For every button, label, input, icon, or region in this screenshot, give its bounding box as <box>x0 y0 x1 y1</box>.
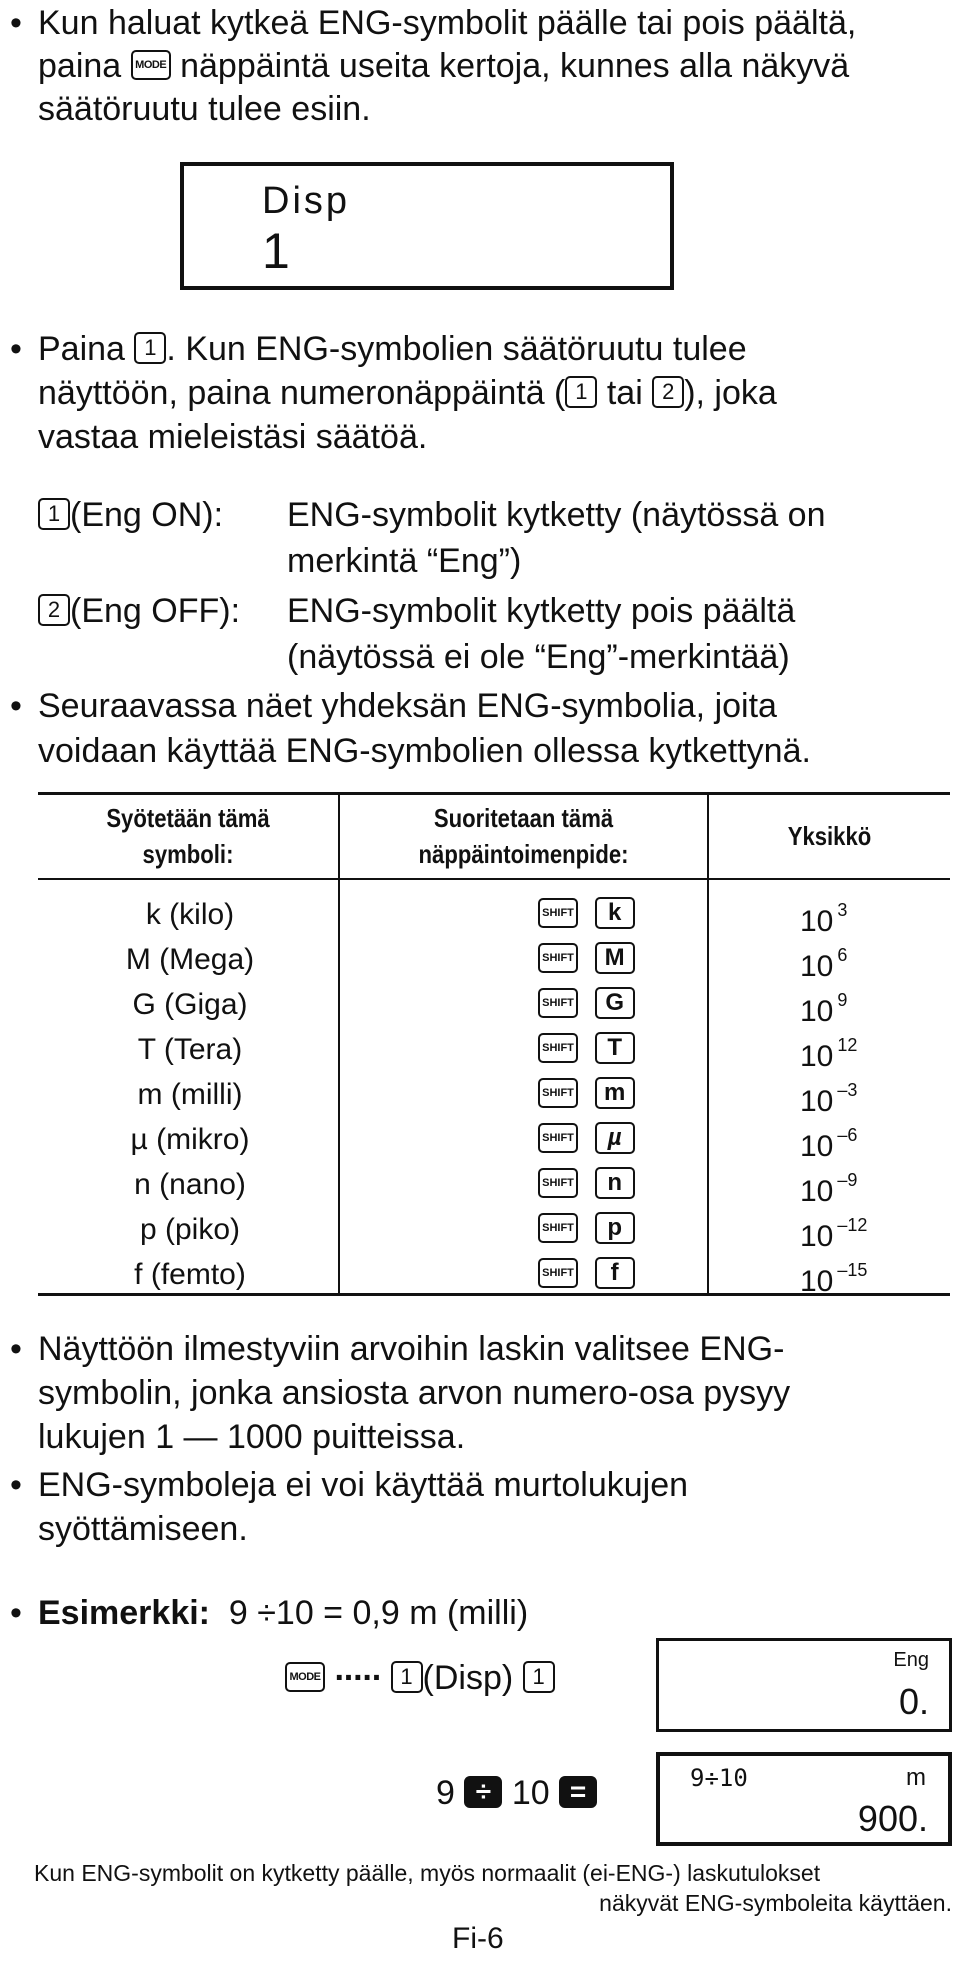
note2-line2: syöttämiseen. <box>38 1510 248 1548</box>
table-row <box>0 1162 960 1207</box>
example-heading <box>38 1590 528 1636</box>
table-row <box>0 982 960 1027</box>
shift-key: SHIFT <box>538 1168 578 1198</box>
intro-text: näppäintä useita kertoja, kunnes alla näkyvä <box>180 47 850 85</box>
example-label: Esimerkki: <box>38 1594 210 1632</box>
unit-base: 10 <box>800 1175 834 1208</box>
symbol-key: p <box>595 1212 635 1244</box>
note1-line2: symbolin, jonka ansiosta arvon numero-osa pysyy <box>38 1374 791 1412</box>
symbol-cell: n (nano) <box>134 1168 246 1201</box>
bullet-icon: • <box>10 1466 22 1504</box>
keys-cell <box>538 937 635 982</box>
repeat-dots: ····· <box>334 1659 382 1697</box>
symbol-key: M <box>595 942 635 974</box>
symbol-key: G <box>595 987 635 1019</box>
symbol-cell: f (femto) <box>134 1258 246 1291</box>
keys-cell <box>538 892 635 937</box>
bullet-icon: • <box>10 330 22 368</box>
key-2: 2 <box>652 376 684 408</box>
press-text: . Kun ENG-symbolien säätöruutu tulee <box>166 330 747 368</box>
keys-cell <box>538 1027 635 1072</box>
symbol-cell: µ (mikro) <box>130 1123 250 1156</box>
shift-key: SHIFT <box>538 943 578 973</box>
symbol-cell: T (Tera) <box>137 1033 243 1066</box>
nine-line2: voidaan käyttää ENG-symbolien ollessa kytkettynä. <box>38 732 811 770</box>
mode-key: MODE <box>285 1662 325 1692</box>
screen1-value: 0. <box>898 1681 929 1722</box>
keys-cell <box>538 1117 635 1162</box>
example-expr: 9 ÷10 = 0,9 m (milli) <box>228 1594 529 1632</box>
bullet-icon: • <box>10 687 22 725</box>
unit-cell <box>800 1252 867 1304</box>
keys-cell <box>538 1072 635 1117</box>
digit-9: 9 <box>436 1774 455 1812</box>
shift-key: SHIFT <box>538 1258 578 1288</box>
press-text: tai <box>606 374 643 412</box>
footer-line1: Kun ENG-symbolit on kytketty päälle, myös normaalit (ei-ENG-) laskutulokset <box>34 1860 821 1886</box>
table-row <box>0 1027 960 1072</box>
digit-10: 10 <box>511 1774 550 1812</box>
unit-base: 10 <box>800 1040 834 1073</box>
key-1: 1 <box>565 376 597 408</box>
intro-line1: Kun haluat kytkeä ENG-symbolit päälle tai pois päältä, <box>38 4 857 42</box>
key-1: 1 <box>523 1661 555 1693</box>
table-top-rule <box>38 792 950 795</box>
table-row <box>0 1072 960 1117</box>
header-keys <box>368 800 680 872</box>
table-row <box>0 937 960 982</box>
table-header-rule <box>38 878 950 880</box>
example-step2 <box>436 1770 597 1816</box>
unit-base: 10 <box>800 950 834 983</box>
key-1: 1 <box>391 1661 423 1693</box>
keys-cell <box>538 1207 635 1252</box>
disp-label: (Disp) <box>422 1659 514 1697</box>
screen2-expr: 9÷10 <box>690 1764 748 1792</box>
symbol-key: T <box>595 1032 635 1064</box>
disp-screen <box>180 162 674 290</box>
screen2-unit: m <box>906 1764 926 1791</box>
symbol-key: m <box>595 1077 635 1109</box>
bullet-icon: • <box>10 4 22 42</box>
header-text: Suoritetaan tämä <box>433 803 614 833</box>
example-step1 <box>285 1655 555 1701</box>
symbol-cell: p (piko) <box>139 1213 241 1246</box>
header-symbol <box>61 800 316 872</box>
nine-line1: Seuraavassa näet yhdeksän ENG-symbolia, joita <box>38 687 777 725</box>
unit-exp: –3 <box>837 1080 858 1100</box>
disp-value: 1 <box>262 223 290 279</box>
note2-line1: ENG-symboleja ei voi käyttää murtolukujen <box>38 1466 689 1504</box>
symbol-key: k <box>595 897 635 929</box>
unit-base: 10 <box>800 1085 834 1118</box>
intro-line3: säätöruutu tulee esiin. <box>38 90 371 128</box>
note1-line3: lukujen 1 — 1000 puitteissa. <box>38 1418 466 1456</box>
option-on <box>38 492 223 538</box>
option-off-desc2: (näytössä ei ole “Eng”-merkintää) <box>287 638 790 676</box>
unit-exp: 12 <box>837 1035 858 1055</box>
footer-line2: näkyvät ENG-symboleita käyttäen. <box>599 1890 952 1916</box>
table-row <box>0 1117 960 1162</box>
result-screen-1 <box>656 1638 952 1732</box>
option-off-desc1: ENG-symbolit kytketty pois päältä <box>287 592 796 630</box>
intro-line2 <box>38 43 849 89</box>
intro-text: paina <box>38 47 122 85</box>
equals-key: = <box>559 1776 597 1808</box>
header-unit: Yksikkö <box>787 821 872 851</box>
press-line1 <box>38 326 747 372</box>
table-row <box>0 1207 960 1252</box>
unit-exp: –9 <box>837 1170 858 1190</box>
symbol-key: f <box>595 1257 635 1289</box>
note1-line1: Näyttöön ilmestyviin arvoihin laskin valitsee ENG- <box>38 1330 785 1368</box>
press-text: ), joka <box>684 374 777 412</box>
symbol-key: n <box>595 1167 635 1199</box>
symbol-cell: k (kilo) <box>145 898 235 931</box>
unit-exp: –15 <box>837 1260 868 1280</box>
unit-exp: 3 <box>837 900 848 920</box>
symbol-key: µ <box>595 1122 635 1154</box>
header-text: symboli: <box>142 839 234 869</box>
option-on-label: (Eng ON): <box>70 496 224 534</box>
symbol-cell: M (Mega) <box>125 943 255 976</box>
option-off <box>38 588 240 634</box>
shift-key: SHIFT <box>538 1033 578 1063</box>
key-1: 1 <box>134 332 166 364</box>
eng-flag: Eng <box>893 1649 929 1671</box>
key-1: 1 <box>38 498 70 530</box>
page-number: Fi-6 <box>452 1922 504 1955</box>
table-row <box>0 892 960 937</box>
mode-key: MODE <box>131 50 171 80</box>
result-screen-2 <box>656 1752 952 1846</box>
unit-base: 10 <box>800 905 834 938</box>
unit-base: 10 <box>800 995 834 1028</box>
press-text: näyttöön, paina numeronäppäintä ( <box>38 374 566 412</box>
unit-base: 10 <box>800 1220 834 1253</box>
keys-cell <box>538 1252 635 1297</box>
disp-label: Disp <box>262 180 351 222</box>
keys-cell <box>538 982 635 1027</box>
symbol-cell: m (milli) <box>137 1078 243 1111</box>
option-off-label: (Eng OFF): <box>70 592 241 630</box>
unit-exp: –6 <box>837 1125 858 1145</box>
screen2-value: 900. <box>857 1798 928 1839</box>
press-line3: vastaa mieleistäsi säätöä. <box>38 418 428 456</box>
key-2: 2 <box>38 594 70 626</box>
bullet-icon: • <box>10 1330 22 1368</box>
shift-key: SHIFT <box>538 1213 578 1243</box>
keys-cell <box>538 1162 635 1207</box>
option-on-desc2: merkintä “Eng”) <box>287 542 522 580</box>
shift-key: SHIFT <box>538 1123 578 1153</box>
unit-exp: 6 <box>837 945 848 965</box>
shift-key: SHIFT <box>538 898 578 928</box>
divide-key: ÷ <box>464 1776 502 1808</box>
unit-exp: –12 <box>837 1215 868 1235</box>
bullet-icon: • <box>10 1594 22 1632</box>
press-text: Paina <box>38 330 125 368</box>
header-text: näppäintoimenpide: <box>418 839 629 869</box>
unit-exp: 9 <box>837 990 848 1010</box>
unit-base: 10 <box>800 1265 834 1298</box>
shift-key: SHIFT <box>538 1078 578 1108</box>
press-line2 <box>38 370 777 416</box>
shift-key: SHIFT <box>538 988 578 1018</box>
symbol-cell: G (Giga) <box>132 988 248 1021</box>
header-text: Syötetään tämä <box>106 803 270 833</box>
table-row <box>0 1252 960 1297</box>
unit-base: 10 <box>800 1130 834 1163</box>
option-on-desc1: ENG-symbolit kytketty (näytössä on <box>287 496 826 534</box>
